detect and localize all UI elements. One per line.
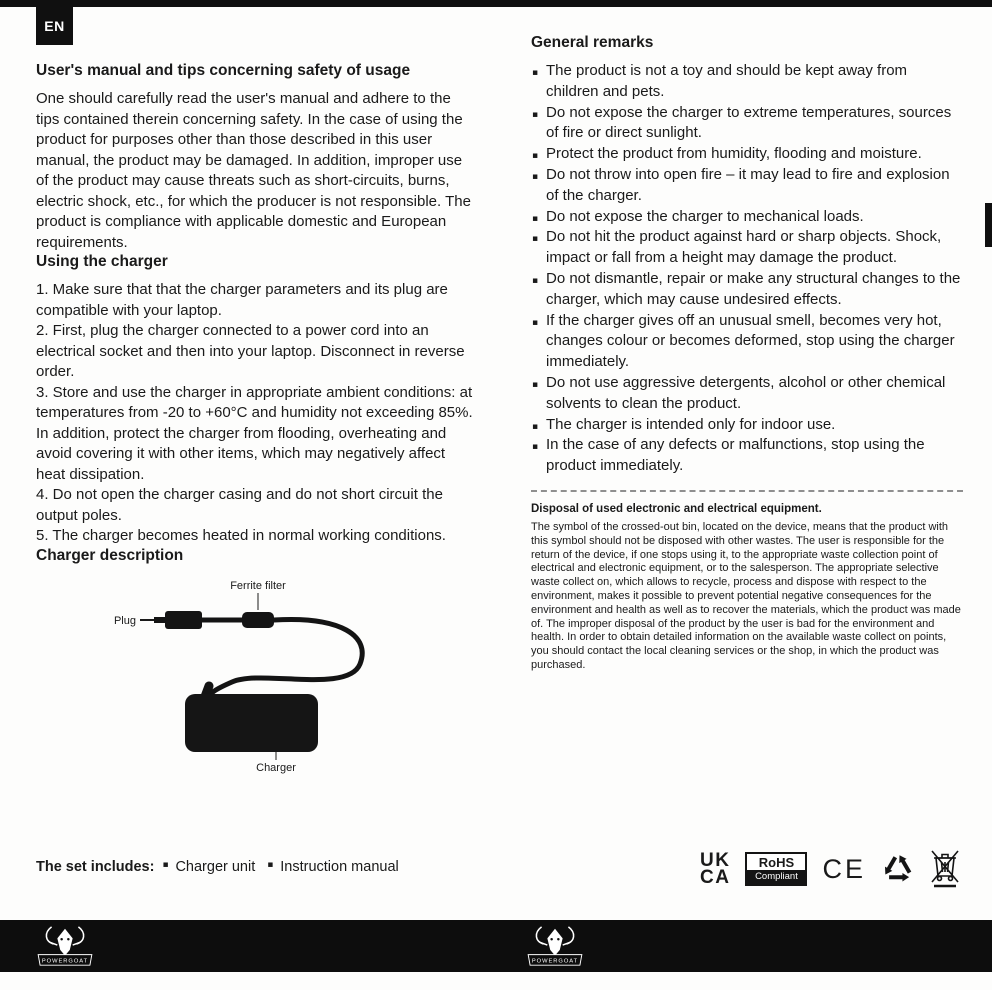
charger-brick-shape [185, 694, 318, 752]
ce-mark: CE [822, 853, 866, 884]
plug-label: Plug [113, 614, 136, 627]
goat-head-icon [57, 929, 72, 956]
disposal-title: Disposal of used electronic and electrical equipment. [531, 502, 822, 515]
general-remarks-list [531, 61, 963, 477]
rohs-badge [745, 852, 807, 886]
step-item: 3. Store and use the charger in appropriate ambient conditions: at temperatures from -20 to +60°C and humidity not exceeding 85%. In addition, protect the charger from flooding, overheating and avoid covering it with other items, which may negatively affect heat dissipation. [36, 383, 473, 483]
top-print-strip [0, 0, 992, 7]
ukca-line2: CA [700, 867, 731, 888]
remark-item: ▪ Do not throw into open fire – it may lead to fire and explosion of the charger. [531, 165, 963, 207]
brand-name: POWERGOAT [41, 958, 89, 965]
dashed-divider [531, 490, 963, 492]
powergoat-logo [526, 923, 584, 969]
powergoat-logo [36, 923, 94, 969]
set-includes-label: The set includes: [36, 859, 155, 875]
charger-steps [36, 280, 473, 547]
language-badge: EN [36, 7, 73, 45]
recycling-icon [881, 853, 915, 885]
disposal-paragraph: The symbol of the crossed-out bin, located on the device, means that the product with this symbol should not be disposed with other wastes. The user is responsible for the return of the device, if one stops using it, to the appropriate waste collection point of electrical and electronic equipment, or to the salesperson. The appropriate selective waste collect on, which allows to recycle, process and dispose with respect to the environment, makes it possible to prevent potential negative consequences for the environment and health as well as to recover the materials, which the product was made of. The improper disposal of the product by the user is bad for the environment and health. In order to obtain detailed information on the available waste collect on points, you should contact the local cleaning services or the shop, in which the product was purchased. [531, 520, 961, 671]
set-includes-item: ▪ Charger unit [162, 859, 255, 875]
rohs-name: RoHS [758, 855, 795, 870]
ferrite-filter-shape [242, 612, 274, 628]
left-column [36, 62, 473, 774]
safety-section-title: User's manual and tips concerning safety of usage [36, 62, 411, 79]
step-item: 5. The charger becomes heated in normal working conditions. [36, 527, 446, 544]
remark-item: ▪ The charger is intended only for indoor use. [531, 415, 963, 436]
remark-item: ▪ The product is not a toy and should be kept away from children and pets. [531, 61, 963, 103]
remark-item: ▪ In the case of any defects or malfunctions, stop using the product immediately. [531, 435, 963, 477]
ferrite-filter-label: Ferrite filter [230, 579, 286, 592]
plug-pin-shape [154, 617, 166, 623]
safety-paragraph: One should carefully read the user's manual and adhere to the tips contained therein concerning safety. In the case of using the product for purposes other than those described in this user manual, the product may be damaged. In addition, improper use of the product may cause threats such as short-circuits, burns, electric shock, etc., for which the producer is not responsible. The product is compliance with applicable domestic and European requirements. [36, 90, 471, 251]
plug-body-shape [165, 611, 202, 629]
remark-item: ▪ Do not expose the charger to extreme temperatures, sources of fire or direct sunlight. [531, 103, 963, 145]
brand-name: POWERGOAT [531, 958, 579, 965]
remark-item: ▪ Do not dismantle, repair or make any structural changes to the charger, which may cause undesired effects. [531, 269, 963, 311]
step-item: 2. First, plug the charger connected to a power cord into an electrical socket and then into your laptop. Disconnect in reverse order. [36, 322, 465, 380]
charger-diagram [36, 574, 476, 774]
page-edge-mark [985, 203, 992, 247]
compliance-badges [700, 845, 960, 893]
goat-head-icon [547, 929, 562, 956]
remark-item: ▪ Do not hit the product against hard or sharp objects. Shock, impact or fall from a height may damage the product. [531, 227, 963, 269]
charger-label: Charger [256, 761, 296, 774]
weee-bin-icon [930, 849, 960, 889]
ukca-mark [700, 852, 730, 886]
remark-item: ▪ If the charger gives off an unusual smell, becomes very hot, changes colour or becomes deformed, stop using the charger immediately. [531, 311, 963, 373]
remark-item: ▪ Protect the product from humidity, flooding and moisture. [531, 144, 963, 165]
rohs-compliant-label: Compliant [747, 870, 805, 884]
footer-bar [0, 920, 992, 972]
remark-item: ▪ Do not expose the charger to mechanical loads. [531, 207, 963, 228]
cable-shape [206, 619, 362, 701]
set-includes-line [36, 859, 411, 875]
right-column [531, 34, 963, 673]
ukca-line1: UK [700, 850, 731, 871]
set-includes-item: ▪ Instruction manual [267, 859, 398, 875]
step-item: 1. Make sure that that the charger parameters and its plug are compatible with your laptop. [36, 281, 448, 319]
remark-item: ▪ Do not use aggressive detergents, alcohol or other chemical solvents to clean the product. [531, 373, 963, 415]
charger-description-title: Charger description [36, 546, 184, 564]
general-remarks-title: General remarks [531, 34, 654, 51]
using-charger-title: Using the charger [36, 253, 168, 270]
step-item: 4. Do not open the charger casing and do not short circuit the output poles. [36, 486, 443, 524]
